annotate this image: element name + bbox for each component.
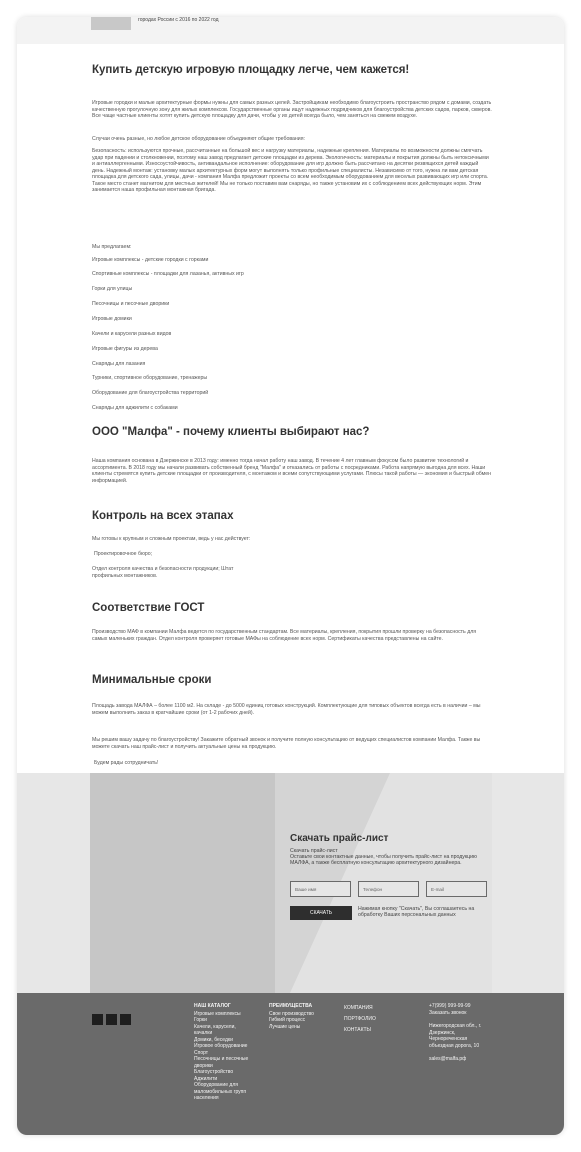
offer-item: Оборудование для благоустройства территорий: [92, 390, 209, 396]
phone-link[interactable]: +7(999) 999-99-99: [429, 1003, 471, 1009]
catalog-link[interactable]: Благоустройство: [194, 1069, 234, 1075]
top-strip: [17, 17, 564, 44]
catalog-link[interactable]: дворики: [194, 1062, 213, 1069]
logo-square-icon: [106, 1014, 117, 1025]
consent-text: Нажимая кнопку "Скачать", Вы соглашаетесь на обработку Ваших персональных данных: [358, 906, 475, 919]
catalog-link[interactable]: Аджилити: [194, 1075, 218, 1082]
logo-square-icon: [92, 1014, 103, 1025]
closing-text: Будем рады сотрудничать!: [94, 760, 159, 766]
catalog-link[interactable]: маломобильных групп: [194, 1088, 247, 1095]
control-lead: Мы готовы к крупным и сложным проектам, ведь у нас действует:: [92, 536, 251, 542]
catalog-link[interactable]: Домики, беседки: [194, 1036, 233, 1043]
address-line: Нижегородская обл., г.: [429, 1023, 482, 1029]
control-items: Отдел контроля качества и безопасности продукции; Штат профильных монтажников.: [92, 566, 234, 579]
offer-lead: Мы предлагаем:: [92, 244, 132, 250]
requirements-lead: Случаи очень разные, но любое детское оборудование объединяют общие требования:: [92, 136, 305, 142]
footer-catalog: [194, 1003, 248, 1102]
top-image: [91, 17, 131, 30]
form-description: [290, 848, 490, 867]
download-button[interactable]: СКАЧАТЬ: [290, 906, 352, 920]
page-frame: [17, 17, 564, 1135]
offer-item: Снаряды для лазания: [92, 361, 146, 367]
logo-square-icon: [120, 1014, 131, 1025]
offer-item: Горки для улицы: [92, 286, 133, 292]
catalog-link[interactable]: Спорт: [194, 1049, 209, 1056]
email-input[interactable]: [426, 881, 487, 897]
phone-input[interactable]: [358, 881, 419, 897]
footer-contacts: [429, 1003, 481, 1063]
catalog-link[interactable]: Игровое оборудование: [194, 1043, 248, 1049]
form-description-text: Оставьте свои контактные данные, чтобы получить прайс-лист на продукцию МАЛФА, а также бесплатную консультацию архитектурного дизайнера.: [290, 854, 477, 867]
top-caption: городах России с 2016 по 2022 год: [138, 17, 219, 23]
heading-why: ООО "Малфа" - почему клиенты выбирают нас?: [92, 426, 370, 438]
nav-company[interactable]: КОМПАНИЯ: [344, 1005, 373, 1011]
nav-contacts[interactable]: КОНТАКТЫ: [344, 1027, 371, 1033]
advantages-link[interactable]: Свое производство: [269, 1010, 314, 1017]
heading-terms: Минимальные сроки: [92, 674, 212, 686]
gost-text: Производство МАФ в компании Малфа ведется по государственным стандартам. Все материалы, крепления, покрытия прошли проверку на безопасность для самых маленьких граждан. Отдел контроля проверяет готовые МАФы на соблюдение всех норм. Сертификаты качества представлены на сайте.: [92, 629, 477, 642]
nav-portfolio[interactable]: ПОРТФОЛИО: [344, 1016, 376, 1022]
offer-item: Снаряды для аджилити с собаками: [92, 405, 178, 411]
advantages-link[interactable]: Гибкий процесс: [269, 1017, 306, 1023]
heading-buy: Купить детскую игровую площадку легче, чем кажется!: [92, 64, 410, 76]
footer-nav: [344, 1003, 376, 1036]
offer-item: Песочницы и песочные дворики: [92, 301, 170, 307]
catalog-link[interactable]: качалки: [194, 1030, 213, 1036]
cta-text: Мы решим вашу задачу по благоустройству! Закажите обратный звонок и получите полную консультацию от ведущих специалистов компании Малфа. Также вы можете скачать наш прайс-лист и получить актуальные цены на продукцию.: [92, 737, 481, 750]
catalog-link[interactable]: Горки: [194, 1017, 207, 1023]
email-link[interactable]: sales@malfa.рф: [429, 1056, 467, 1062]
offer-item: Игровые фигуры из дерева: [92, 346, 158, 352]
catalog-link[interactable]: населения: [194, 1095, 219, 1101]
footer-advantages: [269, 1003, 314, 1030]
callback-link[interactable]: Заказать звонок: [429, 1009, 467, 1016]
form-title: Скачать прайс-лист: [290, 833, 389, 844]
intro-text: Игровые городки и малые архитектурные формы нужны для самых разных целей. Застройщикам необходимо благоустроить пространство рядом с домами, создать качественную прогулочную зону для жилых комплексов. Государственные органы ищут надежных подрядчиков для благоустройства детских садов, парков, скверов. Все чаще частные клиенты хотят купить детскую площадку для дачи, чтобы у их детей всегда было, чем заняться на свежем воздухе.: [92, 100, 492, 119]
form-subtitle: Скачать прайс-лист: [290, 848, 338, 854]
offer-item: Турники, спортивное оборудование, тренажеры: [92, 375, 208, 381]
catalog-link[interactable]: Песочницы и песочные: [194, 1056, 249, 1062]
catalog-link[interactable]: Качели, карусели,: [194, 1023, 236, 1030]
offer-item: Спортивные комплексы - площадки для лазанья, активных игр: [92, 271, 244, 277]
terms-text: Площадь завода МАЛФА – более 1100 м2. На складе - до 5000 единиц готовых конструкций. Комплектующие для типовых объектов всегда есть в наличии – мы можем выполнить заказ в кратчайшие сроки (от 1-2 рабочих дней).: [92, 703, 481, 716]
advantages-link[interactable]: Лучшие цены: [269, 1023, 301, 1030]
catalog-link[interactable]: Игровые комплексы: [194, 1010, 241, 1017]
address-line: Дзержинск,: [429, 1029, 456, 1036]
address-line: Чернореченская: [429, 1036, 468, 1042]
requirements-text: Безопасность: используются прочные, рассчитанные на большой вес и нагрузку материалы, надежные крепления. Материалы по возможности должны смягчать удар при падении и столкновении, поэтому наш завод предлагает детские площадки из дерева. Экологичность: материалы и покрытия должны быть нетоксичными и антиаллергенными. Износоустойчивость, антивандальное исполнение: оборудование для игр должно быть рассчитано на десятки резвящихся детей каждый день. Надежный монтаж: установку малых архитектурных форм могут выполнять только профильные специалисты. Независимо от того, нужна ли вам детская площадка для детского сада, улицы, дачи - компания Малфа предложит проекты со всем необходимым оборудованием для веселых развивающих игр или спорта. Такое место станет магнитом для местных жителей! Мы не только поставим вам снаряды, но также установим их с соблюдением всех действующих норм. Этим занимается наша профильная монтажная бригада.: [92, 148, 489, 193]
advantages-title[interactable]: ПРЕИМУЩЕСТВА: [269, 1003, 313, 1009]
offer-item: Игровые домики: [92, 316, 132, 322]
heading-gost: Соответствие ГОСТ: [92, 602, 205, 614]
heading-control: Контроль на всех этапах: [92, 510, 234, 522]
control-item: Проектировочное бюро;: [94, 551, 153, 557]
offer-item: Качели и карусели разных видов: [92, 331, 172, 337]
catalog-link[interactable]: Оборудование для: [194, 1082, 238, 1088]
address-line: объездная дорога, 10: [429, 1042, 480, 1049]
catalog-title[interactable]: НАШ КАТАЛОГ: [194, 1003, 231, 1009]
why-text: Наша компания основана в Дзержинске в 2013 году: именно тогда начал работу наш завод. В течение 4 лет главным фокусом было развитие технологий и ассортимента. В 2018 году мы начали развивать собственный бренд "Малфа" и отказались от работы с посредниками. Работа напрямую выгодна для всех. Наши клиенты стремятся купить детские площадки от производителя, с монтажом и всеми сопутствующими услугами. Плюсы такой работы — экономия и быстрый обмен информацией.: [92, 458, 491, 484]
offer-item: Игровые комплексы - детские городки с горками: [92, 257, 209, 263]
name-input[interactable]: [290, 881, 351, 897]
